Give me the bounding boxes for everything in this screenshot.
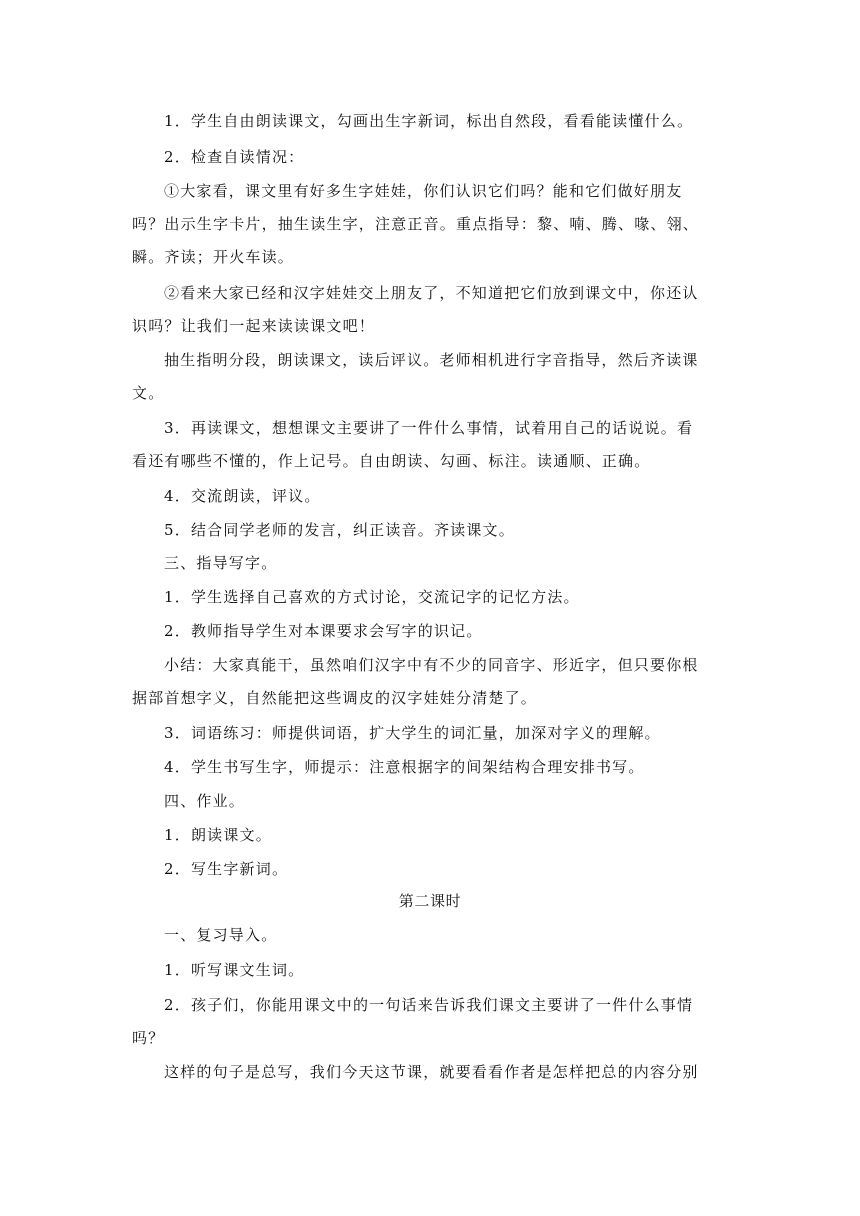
paragraph-line: 这样的句子是总写，我们今天这节课，就要看看作者是怎样把总的内容分别 [164,1063,699,1081]
paragraph-line: 2．写生字新词。 [164,860,289,878]
lesson-heading: 第二课时 [398,892,462,910]
paragraph-line: 识吗？让我们一起来读读课文吧！ [132,317,376,335]
summary-line: 小结：大家真能干，虽然咱们汉字中有不少的同音字、形近字，但只要你根 [164,656,699,674]
paragraph-line: 1．听写课文生词。 [164,961,305,979]
section-heading: 三、指导写字。 [164,554,278,572]
step-5-correct: 5．结合同学老师的发言，纠正读音。齐读课文。 [164,521,515,539]
paragraph-line: 据部首想字义，自然能把这些调皮的汉字娃娃分清楚了。 [132,689,538,707]
paragraph-line: 吗？出示生字卡片，抽生读生字，注意正音。重点指导：黎、喃、腾、喙、翎、 [132,215,700,233]
paragraph-line: 看还有哪些不懂的，作上记号。自由朗读、勾画、标注。读通顺、正确。 [132,452,651,470]
paragraph-line: 1．学生选择自己喜欢的方式讨论，交流记字的记忆方法。 [164,588,580,606]
paragraph-line: ①大家看，课文里有好多生字娃娃，你们认识它们吗？能和它们做好朋友 [164,182,683,200]
paragraph-line: 1．朗读课文。 [164,826,272,844]
section-heading: 一、复习导入。 [164,926,278,944]
step-3-reread: 3．再读课文，想想课文主要讲了一件什么事情，试着用自己的话说说。看 [164,419,694,437]
paragraph-line: 2．孩子们，你能用课文中的一句话来告诉我们课文主要讲了一件什么事情 [164,996,694,1014]
paragraph-line: ②看来大家已经和汉字娃娃交上朋友了，不知道把它们放到课文中，你还认 [164,284,699,302]
paragraph-line: 瞬。齐读；开火车读。 [132,248,295,266]
paragraph-line: 抽生指明分段，朗读课文，读后评议。老师相机进行字音指导，然后齐读课 [164,351,699,369]
paragraph-line: 2．教师指导学生对本课要求会写字的识记。 [164,622,483,640]
paragraph-line: 4．学生书写生字，师提示：注意根据字的间架结构合理安排书写。 [164,758,645,776]
paragraph-line: 3．词语练习：师提供词语，扩大学生的词汇量，加深对字义的理解。 [164,724,661,742]
section-heading: 四、作业。 [164,792,246,810]
step-4-exchange: 4．交流朗读，评议。 [164,487,321,505]
step-1-free-reading: 1．学生自由朗读课文，勾画出生字新词，标出自然段，看看能读懂什么。 [164,112,694,130]
paragraph-line: 吗？ [132,1029,165,1047]
paragraph-line: 文。 [132,384,165,402]
step-2-check-reading: 2．检查自读情况： [164,148,305,166]
